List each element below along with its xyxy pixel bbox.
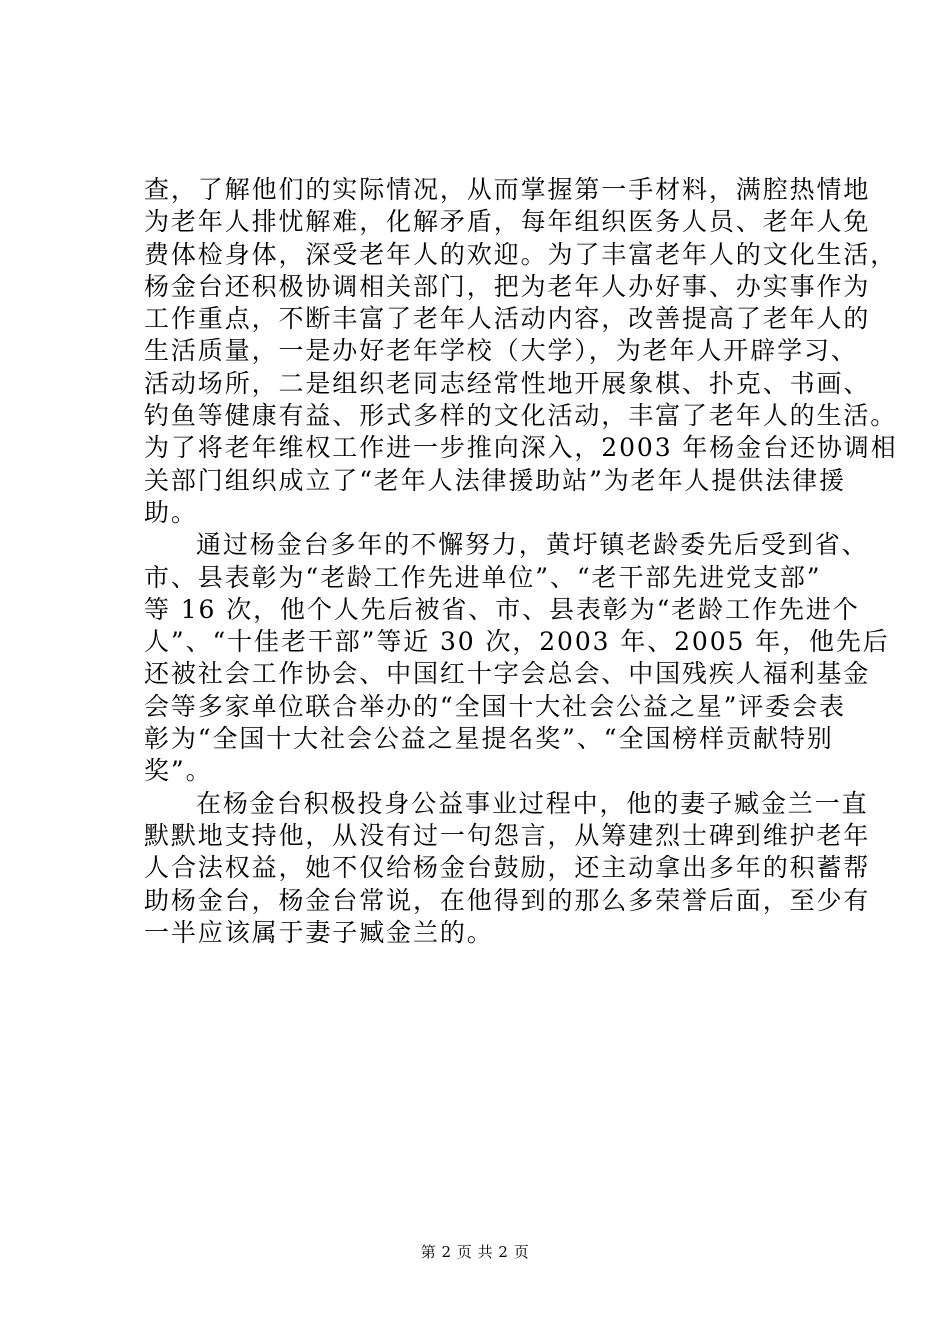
text-line: 钓鱼等健康有益、形式多样的文化活动，丰富了老年人的生活。 (144, 401, 898, 431)
page-number: 第 2 页 共 2 页 (420, 1243, 530, 1261)
paragraph (144, 529, 890, 787)
text-line: 助杨金台，杨金台常说，在他得到的那么多荣誉后面，至少有 (144, 885, 871, 915)
text-line: 默默地支持他，从没有过一句怨言，从筹建烈士碑到维护老年 (144, 820, 871, 850)
text-line: 人”、“十佳老干部”等近 30 次，2003 年、2005 年，他先后 (144, 627, 890, 657)
text-line: 工作重点，不断丰富了老年人活动内容，改善提高了老年人的 (144, 304, 871, 334)
text-line: 人合法权益，她不仅给杨金台鼓励，还主动拿出多年的积蓄帮 (144, 853, 871, 883)
text-line: 查，了解他们的实际情况，从而掌握第一手材料，满腔热情地 (144, 175, 871, 204)
page-footer (0, 1242, 950, 1262)
text-line: 等 16 次，他个人先后被省、市、县表彰为“老龄工作先进个 (144, 594, 860, 624)
text-line: 为老年人排忧解难，化解矛盾，每年组织医务人员、老年人免 (144, 207, 871, 237)
text-line: 关部门组织成立了“老年人法律援助站”为老年人提供法律援 (144, 465, 846, 495)
text-line: 还被社会工作协会、中国红十字会总会、中国残疾人福利基金 (144, 659, 871, 689)
text-line: 市、县表彰为“老龄工作先进单位”、“老干部先进党支部” (144, 562, 822, 592)
text-line: 奖”。 (144, 756, 213, 786)
text-line: 在杨金台积极投身公益事业过程中，他的妻子臧金兰一直 (196, 788, 869, 818)
paragraph (144, 174, 898, 529)
text-line: 彰为“全国十大社会公益之星提名奖”、“全国榜样贡献特别 (144, 724, 834, 754)
text-line: 生活质量，一是办好老年学校（大学），为老年人开辟学习、 (144, 336, 858, 366)
document-body (144, 174, 898, 949)
text-line: 活动场所，二是组织老同志经常性地开展象棋、扑克、书画、 (144, 368, 871, 398)
paragraph (144, 788, 871, 949)
text-line: 杨金台还积极协调相关部门，把为老年人办好事、办实事作为 (144, 271, 871, 301)
text-line: 费体检身体，深受老年人的欢迎。为了丰富老年人的文化生活， (144, 239, 898, 269)
text-line: 通过杨金台多年的不懈努力，黄圩镇老龄委先后受到省、 (196, 530, 869, 560)
text-line: 一半应该属于妻子臧金兰的。 (144, 917, 494, 947)
text-line: 助。 (144, 497, 198, 527)
text-line: 为了将老年维权工作进一步推向深入，2003 年杨金台还协调相 (144, 433, 898, 463)
text-line: 会等多家单位联合举办的“全国十大社会公益之星”评委会表 (144, 691, 846, 721)
